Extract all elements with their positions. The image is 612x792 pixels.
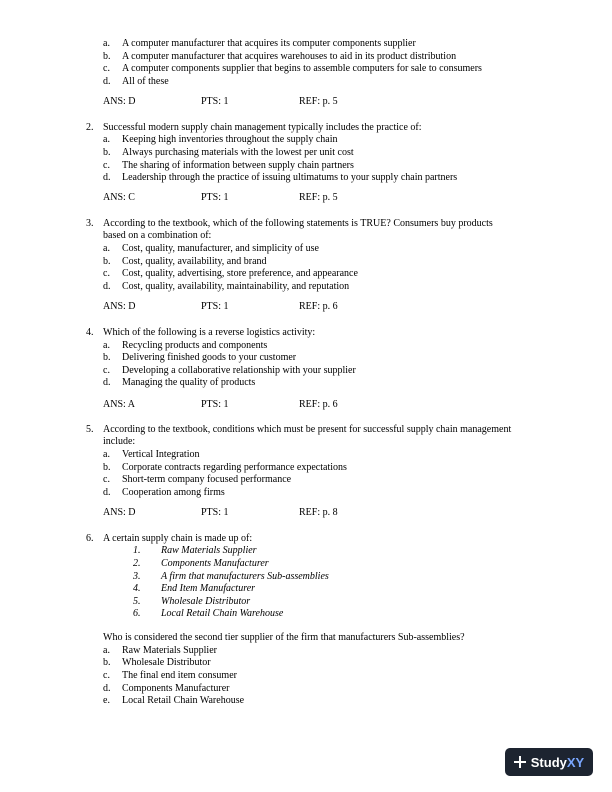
chain-item-number: 2. bbox=[133, 558, 141, 569]
option-text: Vertical Integration bbox=[122, 449, 200, 460]
answer-key: ANS: D bbox=[103, 96, 136, 107]
points: PTS: 1 bbox=[201, 96, 229, 107]
points: PTS: 1 bbox=[201, 301, 229, 312]
chain-item-number: 4. bbox=[133, 583, 141, 594]
chain-item-number: 5. bbox=[133, 596, 141, 607]
question-text: include: bbox=[103, 436, 136, 447]
option-text: A computer components supplier that begins to assemble computers for sale to consumers bbox=[122, 63, 482, 74]
option-label: c. bbox=[103, 63, 110, 74]
reference: REF: p. 6 bbox=[299, 399, 338, 410]
option-text: Leadership through the practice of issuing ultimatums to your supply chain partners bbox=[122, 172, 458, 183]
question-number: 3. bbox=[86, 218, 94, 229]
option-label: b. bbox=[103, 352, 111, 363]
question-number: 6. bbox=[86, 533, 94, 544]
option-text: Local Retail Chain Warehouse bbox=[122, 695, 245, 706]
option-label: d. bbox=[103, 172, 111, 183]
option-text: Delivering finished goods to your customer bbox=[122, 352, 297, 363]
brand-name: StudyXY bbox=[530, 754, 585, 770]
option-label: a. bbox=[103, 449, 110, 460]
option-text: Components Manufacturer bbox=[122, 683, 230, 694]
option-label: a. bbox=[103, 645, 110, 656]
points: PTS: 1 bbox=[201, 192, 229, 203]
option-label: c. bbox=[103, 474, 110, 485]
option-label: d. bbox=[103, 76, 111, 87]
option-label: c. bbox=[103, 670, 110, 681]
question-text: According to the textbook, which of the following statements is TRUE? Consumers buy products bbox=[103, 218, 493, 229]
option-text: Developing a collaborative relationship with your supplier bbox=[122, 365, 356, 376]
option-text: Wholesale Distributor bbox=[122, 657, 211, 668]
option-text: Recycling products and components bbox=[122, 340, 268, 351]
option-label: a. bbox=[103, 243, 110, 254]
option-text: The final end item consumer bbox=[122, 670, 237, 681]
question-number: 2. bbox=[86, 122, 94, 133]
option-label: c. bbox=[103, 365, 110, 376]
option-label: d. bbox=[103, 281, 111, 292]
option-text: Corporate contracts regarding performance expectations bbox=[122, 462, 347, 473]
reference: REF: p. 5 bbox=[299, 96, 338, 107]
option-text: Cost, quality, manufacturer, and simplicity of use bbox=[122, 243, 319, 254]
option-label: e. bbox=[103, 695, 110, 706]
reference: REF: p. 5 bbox=[299, 192, 338, 203]
question-text: Successful modern supply chain management typically includes the practice of: bbox=[103, 122, 422, 133]
option-text: Short-term company focused performance bbox=[122, 474, 292, 485]
reference: REF: p. 8 bbox=[299, 507, 338, 518]
reference: REF: p. 6 bbox=[299, 301, 338, 312]
option-label: b. bbox=[103, 462, 111, 473]
option-text: A computer manufacturer that acquires warehouses to aid in its product distribution bbox=[122, 51, 457, 62]
answer-key: ANS: D bbox=[103, 507, 136, 518]
chain-item-text: Wholesale Distributor bbox=[161, 596, 251, 607]
option-label: a. bbox=[103, 340, 110, 351]
answer-key: ANS: D bbox=[103, 301, 136, 312]
answer-key: ANS: C bbox=[103, 192, 135, 203]
option-text: Cost, quality, availability, and brand bbox=[122, 256, 267, 267]
option-text: Always purchasing materials with the lowest per unit cost bbox=[122, 147, 354, 158]
option-label: a. bbox=[103, 38, 110, 49]
option-label: b. bbox=[103, 51, 111, 62]
chain-item-number: 6. bbox=[133, 608, 141, 619]
studyxy-logo bbox=[505, 748, 593, 776]
plus-icon bbox=[514, 756, 526, 768]
question-text: Which of the following is a reverse logistics activity: bbox=[103, 327, 316, 338]
option-text: The sharing of information between supply chain partners bbox=[122, 160, 354, 171]
question-text: based on a combination of: bbox=[103, 230, 212, 241]
question-text: A certain supply chain is made up of: bbox=[103, 533, 253, 544]
question-text: Who is considered the second tier supplier of the firm that manufacturers Sub-assemblies? bbox=[103, 632, 465, 643]
option-text: Keeping high inventories throughout the supply chain bbox=[122, 134, 338, 145]
option-label: a. bbox=[103, 134, 110, 145]
chain-item-text: Components Manufacturer bbox=[161, 558, 269, 569]
option-text: Cost, quality, availability, maintainability, and reputation bbox=[122, 281, 350, 292]
question-number: 4. bbox=[86, 327, 94, 338]
option-text: Managing the quality of products bbox=[122, 377, 256, 388]
chain-item-text: A firm that manufacturers Sub-assemblies bbox=[161, 571, 329, 582]
option-text: Cooperation among firms bbox=[122, 487, 225, 498]
option-label: b. bbox=[103, 147, 111, 158]
points: PTS: 1 bbox=[201, 507, 229, 518]
option-label: d. bbox=[103, 683, 111, 694]
question-number: 5. bbox=[86, 424, 94, 435]
option-label: d. bbox=[103, 377, 111, 388]
option-text: Raw Materials Supplier bbox=[122, 645, 217, 656]
option-text: A computer manufacturer that acquires its computer components supplier bbox=[122, 38, 416, 49]
option-label: c. bbox=[103, 268, 110, 279]
chain-item-text: Raw Materials Supplier bbox=[161, 545, 257, 556]
option-text: Cost, quality, advertising, store preference, and appearance bbox=[122, 268, 358, 279]
option-text: All of these bbox=[122, 76, 169, 87]
points: PTS: 1 bbox=[201, 399, 229, 410]
option-label: d. bbox=[103, 487, 111, 498]
option-label: c. bbox=[103, 160, 110, 171]
chain-item-text: Local Retail Chain Warehouse bbox=[161, 608, 284, 619]
chain-item-number: 3. bbox=[133, 571, 141, 582]
option-label: b. bbox=[103, 657, 111, 668]
chain-item-text: End Item Manufacturer bbox=[161, 583, 256, 594]
chain-item-number: 1. bbox=[133, 545, 141, 556]
option-label: b. bbox=[103, 256, 111, 267]
answer-key: ANS: A bbox=[103, 399, 135, 410]
question-text: According to the textbook, conditions which must be present for successful supply chain management bbox=[103, 424, 512, 435]
